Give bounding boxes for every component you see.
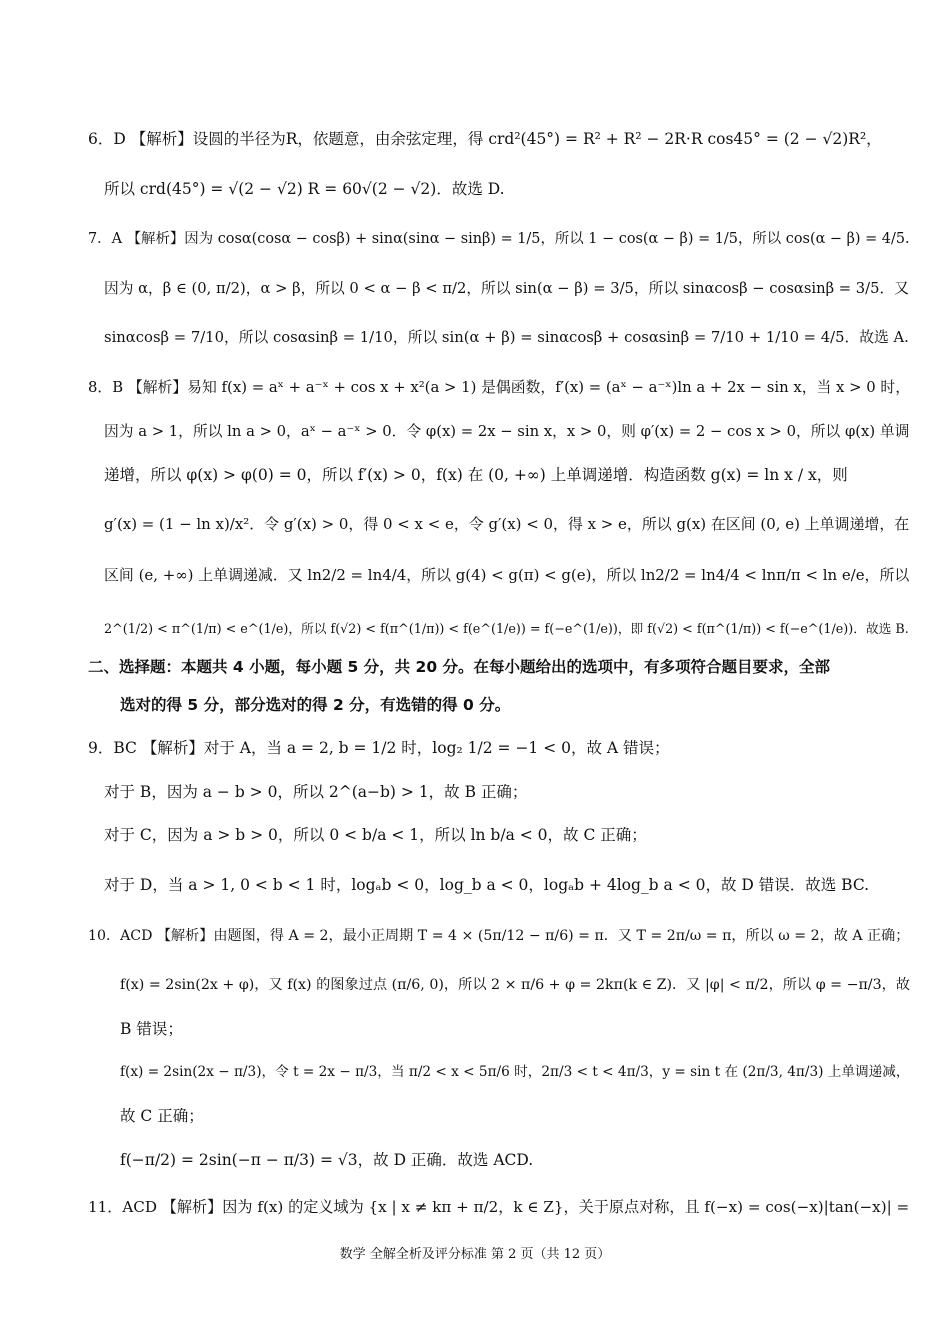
text-line: 对于 D，当 a > 1, 0 < b < 1 时，logₐb < 0，log_b a < 0，logₐb + 4log_b a < 0，故 D 错误．故选 BC. (104, 876, 870, 894)
text-line: 7．A 【解析】因为 cosα(cosα − cosβ) + sinα(sinα − sinβ) = 1/5，所以 1 − cos(α − β) = 1/5，所以 cos(α − β) = 4/5. (88, 231, 910, 247)
text-line: 11．ACD 【解析】因为 f(x) 的定义域为 {x | x ≠ kπ + π/2，k ∈ Z}，关于原点对称，且 f(−x) = cos(−x)|tan(−x)| = (88, 1198, 910, 1216)
text-line: 9．BC 【解析】对于 A，当 a = 2, b = 1/2 时，log₂ 1/2 = −1 < 0，故 A 错误； (88, 739, 670, 757)
text-line: 区间 (e, +∞) 上单调递减．又 ln2/2 = ln4/4，所以 g(4) < g(π) < g(e)，所以 ln2/2 = ln4/4 < lnπ/π < ln e/e，所以 (104, 566, 910, 584)
text-line: 递增，所以 φ(x) > φ(0) = 0，所以 f′(x) > 0，f(x) 在 (0, +∞) 上单调递增．构造函数 g(x) = ln x / x，则 (104, 466, 848, 484)
text-line: B 错误； (120, 1020, 183, 1038)
section-heading: 二、选择题：本题共 4 小题，每小题 5 分，共 20 分。在每小题给出的选项中，有多项符合题目要求，全部 (88, 658, 831, 676)
text-line: 所以 crd(45°) = √(2 − √2) R = 60√(2 − √2)．故选 D. (104, 180, 505, 198)
text-line: sinαcosβ = 7/10，所以 cosαsinβ = 1/10，所以 sin(α + β) = sinαcosβ + cosαsinβ = 7/10 + 1/10 = 4/5．故选 A. (104, 329, 909, 346)
text-line: f(x) = 2sin(2x + φ)，又 f(x) 的图象过点 (π/6, 0)，所以 2 × π/6 + φ = 2kπ(k ∈ Z)．又 |φ| < π/2，所以 φ = −π/3，故 (120, 977, 911, 993)
text-line: f(−π/2) = 2sin(−π − π/3) = √3，故 D 正确．故选 ACD. (120, 1151, 534, 1169)
text-line: 因为 a > 1，所以 ln a > 0，aˣ − a⁻ˣ > 0．令 φ(x) = 2x − sin x，x > 0，则 φ′(x) = 2 − cos x > 0，所以 φ(x) 单调 (104, 423, 910, 440)
text-line: f(x) = 2sin(2x − π/3)，令 t = 2x − π/3，当 π/2 < x < 5π/6 时，2π/3 < t < 4π/3，y = sin t 在 (2π/3, 4π/3) 上单调递减， (120, 1064, 910, 1080)
text-line: g′(x) = (1 − ln x)/x²．令 g′(x) > 0，得 0 < x < e，令 g′(x) < 0，得 x > e，所以 g(x) 在区间 (0, e) 上单调递增，在 (104, 515, 910, 533)
text-line: 因为 α，β ∈ (0, π/2)，α > β，所以 0 < α − β < π/2，所以 sin(α − β) = 3/5，所以 sinαcosβ − cosαsinβ = 3/5．又 (104, 280, 909, 297)
text-line: 故 C 正确； (120, 1107, 204, 1125)
text-line: 8．B 【解析】易知 f(x) = aˣ + a⁻ˣ + cos x + x²(a > 1) 是偶函数，f′(x) = (aˣ − a⁻ˣ)ln a + 2x − sin x，当 x > 0 时， (88, 379, 911, 396)
text-line: 对于 B，因为 a − b > 0，所以 2^(a−b) > 1，故 B 正确； (104, 783, 528, 801)
text-line: 对于 C，因为 a > b > 0，所以 0 < b/a < 1，所以 ln b/a < 0，故 C 正确； (104, 826, 647, 844)
page-footer: 数学 全解全析及评分标准 第 2 页（共 12 页） (339, 1247, 611, 1262)
text-line: 2^(1/2) < π^(1/π) < e^(1/e)，所以 f(√2) < f(π^(1/π)) < f(e^(1/e)) = f(−e^(1/e))，即 f(√2) < f(π^(1/π)) < f(−e^(1/e))．故选 B. (104, 622, 909, 637)
section-heading: 选对的得 5 分，部分选对的得 2 分，有选错的得 0 分。 (120, 696, 511, 714)
text-line: 10．ACD 【解析】由题图，得 A = 2，最小正周期 T = 4 × (5π/12 − π/6) = π．又 T = 2π/ω = π，所以 ω = 2，故 A 正确； (88, 928, 910, 944)
text-line: 6．D 【解析】设圆的半径为R，依题意，由余弦定理，得 crd²(45°) = R² + R² − 2R·R cos45° = (2 − √2)R²， (88, 130, 882, 148)
